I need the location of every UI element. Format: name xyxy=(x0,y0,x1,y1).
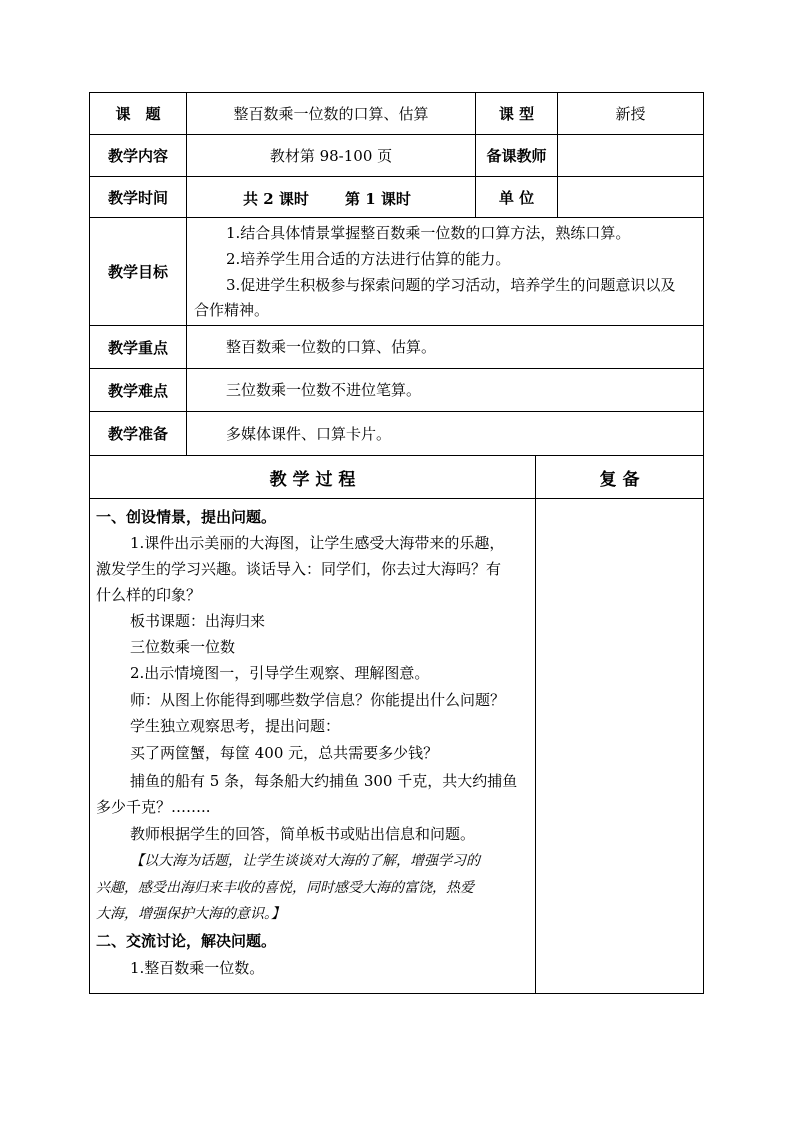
unit-value xyxy=(558,177,703,217)
objective-item: 1.结合具体情景掌握整百数乘一位数的口算方法，熟练口算。 xyxy=(226,224,631,242)
process-line: 捕鱼的船有 5 条，每条船大约捕鱼 300 千克，共大约捕鱼 xyxy=(130,772,518,790)
time-value-total: 共 2 课时 xyxy=(243,190,309,208)
content-value: 教材第 98-100 页 xyxy=(269,147,393,165)
process-line: 师：从图上你能得到哪些数学信息？你能提出什么问题？ xyxy=(130,691,506,709)
table-right-border xyxy=(703,92,704,994)
objective-item: 2.培养学生用合适的方法进行估算的能力。 xyxy=(226,250,511,268)
key-points-value: 整百数乘一位数的口算、估算。 xyxy=(226,338,437,356)
subject-label: 课 题 xyxy=(115,105,161,123)
row-separator xyxy=(89,498,704,499)
process-line: 激发学生的学习兴趣。谈话导入：同学们，你去过大海吗？有 xyxy=(96,560,502,578)
process-line: 三位数乘一位数 xyxy=(130,638,236,656)
objectives-label: 教学目标 xyxy=(107,263,168,281)
type-value: 新授 xyxy=(615,105,646,123)
process-line: 多少千克？…….. xyxy=(96,798,211,816)
process-line: 买了两筐蟹，每筐 400 元，总共需要多少钱？ xyxy=(130,744,439,762)
process-comment-line: 大海，增强保护大海的意识。】 xyxy=(96,906,285,922)
review-header: 复 备 xyxy=(599,469,640,490)
preparation-label: 教学准备 xyxy=(107,425,168,443)
objective-item: 3.促进学生积极参与探索问题的学习活动，培养学生的问题意识以及 xyxy=(226,276,676,294)
teacher-label: 备课教师 xyxy=(486,147,547,165)
process-line: 1.整百数乘一位数。 xyxy=(130,959,265,977)
objective-item: 合作精神。 xyxy=(194,301,270,319)
process-header: 教 学 过 程 xyxy=(269,469,356,490)
section2-title: 二、交流讨论，解决问题。 xyxy=(96,932,277,950)
process-comment-line: 【以大海为话题，让学生谈谈对大海的了解，增强学习的 xyxy=(130,853,480,869)
process-line: 板书课题：出海归来 xyxy=(130,612,266,630)
difficulties-label: 教学难点 xyxy=(107,381,168,400)
key-points-label: 教学重点 xyxy=(107,338,168,357)
time-label: 教学时间 xyxy=(107,188,168,207)
section1-title: 一、创设情景，提出问题。 xyxy=(96,508,277,526)
table-bottom-border xyxy=(89,993,704,994)
col-separator xyxy=(535,455,536,994)
subject-value: 整百数乘一位数的口算、估算 xyxy=(233,105,429,123)
process-line: 教师根据学生的回答，简单板书或贴出信息和问题。 xyxy=(130,825,476,843)
process-line: 2.出示情境图一，引导学生观察、理解图意。 xyxy=(130,664,430,682)
preparation-value: 多媒体课件、口算卡片。 xyxy=(226,425,392,443)
process-comment-line: 兴趣，感受出海归来丰收的喜悦，同时感受大海的富饶，热爱 xyxy=(96,880,474,896)
content-label: 教学内容 xyxy=(107,147,168,165)
process-line: 学生独立观察思考，提出问题： xyxy=(130,717,341,735)
teacher-value xyxy=(558,135,703,176)
process-line: 什么样的印象？ xyxy=(96,586,202,604)
unit-label: 单 位 xyxy=(498,188,535,207)
type-label: 课 型 xyxy=(498,105,535,123)
process-line: 1.课件出示美丽的大海图，让学生感受大海带来的乐趣， xyxy=(130,534,505,552)
time-value-current: 第 1 课时 xyxy=(345,190,411,208)
difficulties-value: 三位数乘一位数不进位笔算。 xyxy=(226,381,422,399)
